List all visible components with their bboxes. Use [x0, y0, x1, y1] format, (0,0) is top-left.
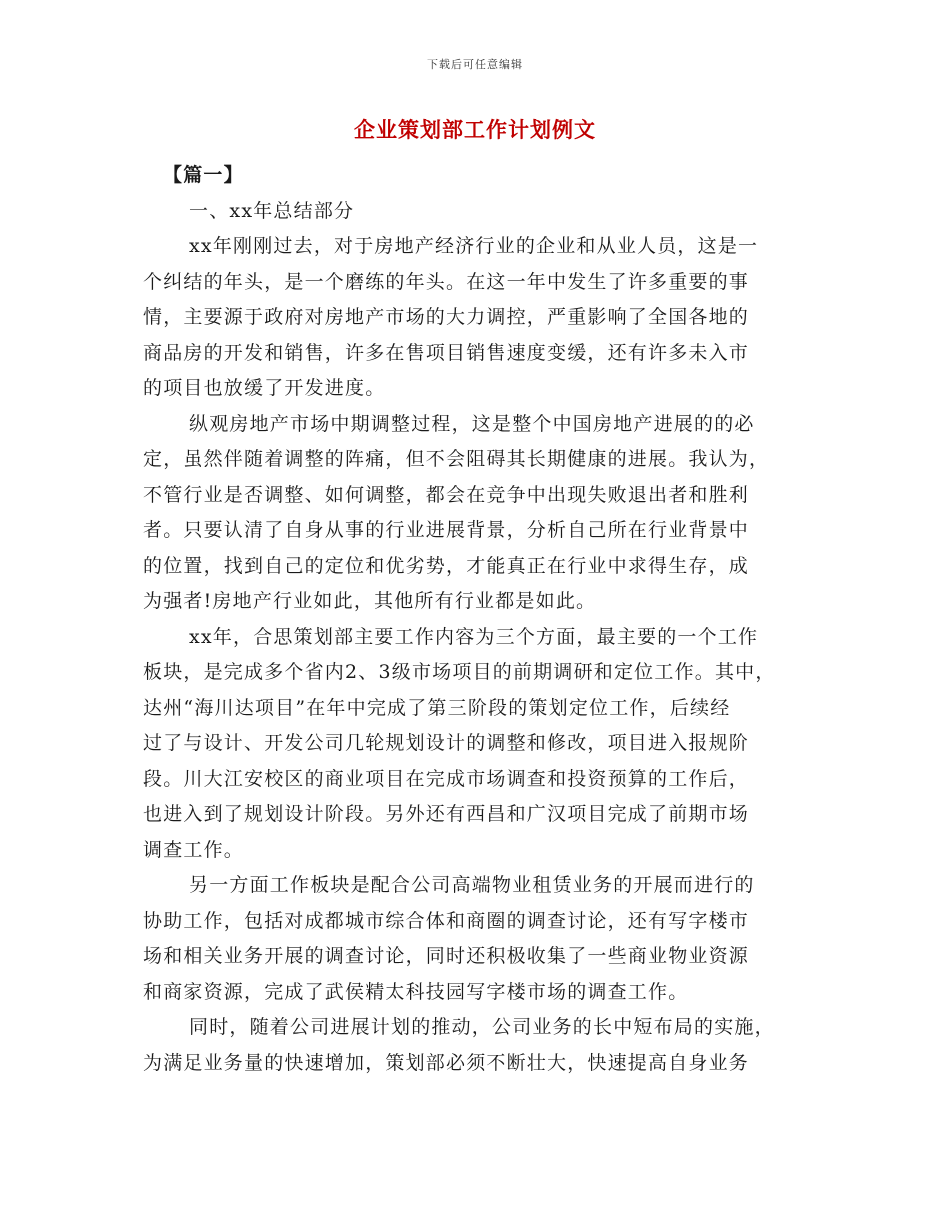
paragraph-line: 定，虽然伴随着调整的阵痛，但不会阻碍其长期健康的进展。我认为，: [143, 448, 770, 470]
paragraph-line: 板块，是完成多个省内2、3级市场项目的前期调研和定位工作。其中，: [143, 661, 776, 683]
paragraph-line: 商品房的开发和销售，许多在售项目销售速度变缓，还有许多未入市: [143, 341, 750, 364]
paragraph-line: 和商家资源，完成了武侯精太科技园写字楼市场的调查工作。: [143, 980, 689, 1003]
paragraph-line: 的项目也放缓了开发进度。: [143, 377, 386, 399]
paragraph-line: 也进入到了规划设计阶段。另外还有西昌和广汉项目完成了前期市场: [143, 803, 750, 825]
paragraph-line: 另一方面工作板块是配合公司高端物业租赁业务的开展而进行的: [189, 874, 755, 896]
paragraph-2: [143, 407, 811, 620]
paragraph-line: 为满足业务量的快速增加，策划部必须不断壮大，快速提高自身业务: [143, 1051, 750, 1074]
subheading: 一、xx年总结部分: [189, 199, 355, 222]
paragraph-line: 场和相关业务开展的调查讨论，同时还积极收集了一些商业物业资源: [143, 945, 750, 967]
paragraph-line: 调查工作。: [143, 838, 245, 861]
paragraph-line: 为强者!房地产行业如此，其他所有行业都是如此。: [143, 590, 597, 612]
paragraph-line: 过了与设计、开发公司几轮规划设计的调整和修改，项目进入报规阶: [143, 732, 750, 754]
section-label: 【篇一】: [163, 164, 244, 186]
paragraph-line: 个纠结的年头，是一个磨练的年头。在这一年中发生了许多重要的事: [143, 270, 750, 293]
paragraph-line: 者。只要认清了自身从事的行业进展背景，分析自己所在行业背景中: [143, 519, 750, 541]
paragraph-line: 的位置，找到自己的定位和优劣势，才能真正在行业中求得生存，成: [143, 554, 750, 577]
paragraph-line: 达州“海川达项目”在年中完成了第三阶段的策划定位工作，后续经: [143, 696, 731, 719]
paragraph-1: [143, 229, 811, 407]
paragraph-line: xx年，合思策划部主要工作内容为三个方面，最主要的一个工作: [189, 625, 759, 648]
header-note: 下载后可任意编辑: [427, 58, 523, 71]
document-title: 企业策划部工作计划例文: [354, 117, 596, 142]
paragraph-line: 同时，随着公司进展计划的推动，公司业务的长中短布局的实施，: [189, 1016, 775, 1038]
paragraph-line: 情，主要源于政府对房地产市场的大力调控，严重影响了全国各地的: [143, 306, 750, 328]
paragraph-4: [143, 868, 811, 1010]
paragraph-3: [143, 620, 811, 869]
paragraph-5: [143, 1010, 811, 1081]
paragraph-line: 纵观房地产市场中期调整过程，这是整个中国房地产进展的的必: [189, 412, 755, 435]
paragraph-line: 不管行业是否调整、如何调整，都会在竞争中出现失败退出者和胜利: [143, 483, 750, 506]
paragraph-line: xx年刚刚过去，对于房地产经济行业的企业和从业人员，这是一: [189, 235, 759, 257]
document-body: [143, 158, 811, 1081]
paragraph-line: 协助工作，包括对成都城市综合体和商圈的调查讨论，还有写字楼市: [143, 909, 750, 932]
paragraph-line: 段。川大江安校区的商业项目在完成市场调查和投资预算的工作后，: [143, 767, 750, 790]
